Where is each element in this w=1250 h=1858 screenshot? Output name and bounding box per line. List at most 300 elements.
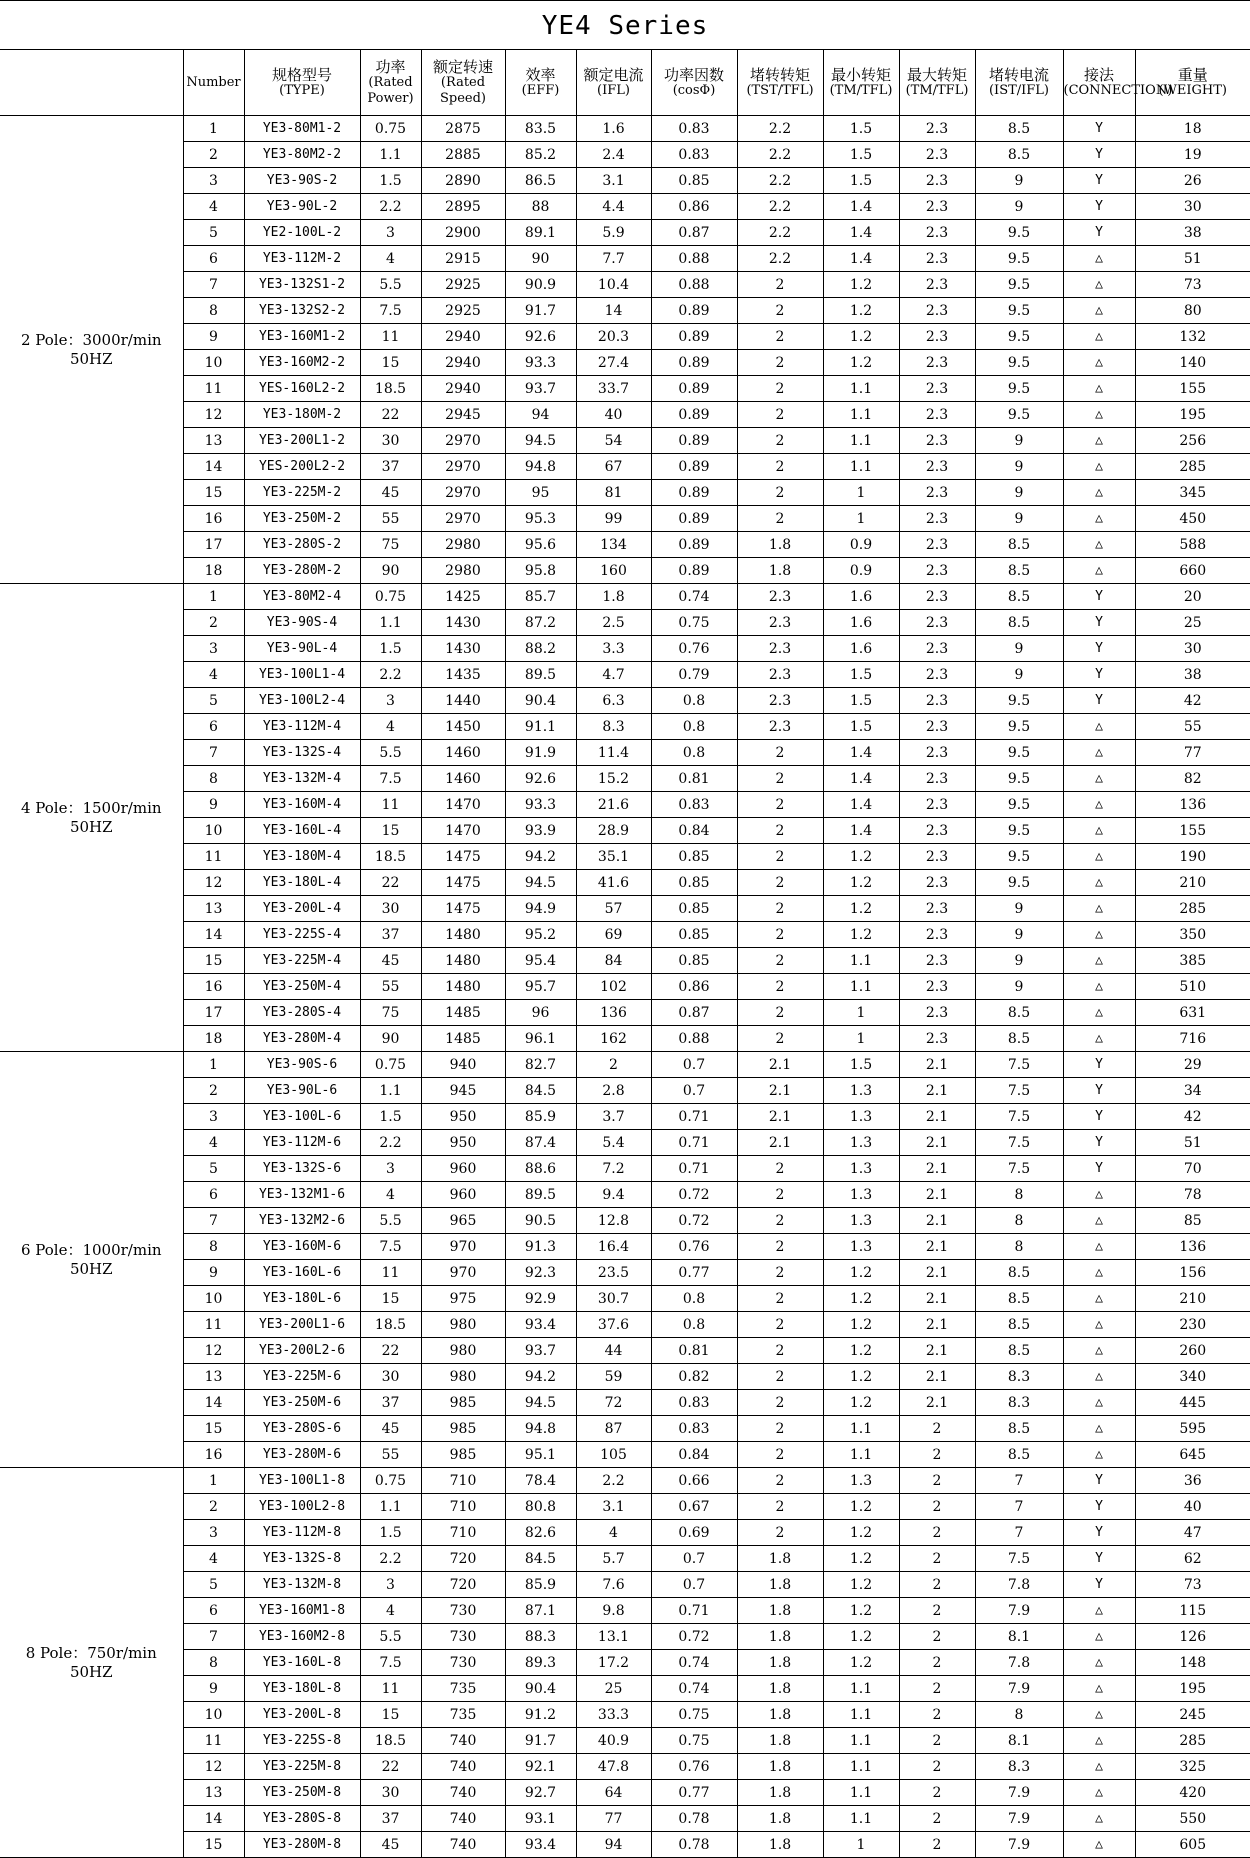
- table-cell: 6: [183, 714, 244, 740]
- table-cell: 4: [183, 1546, 244, 1572]
- table-cell: 4.7: [576, 662, 651, 688]
- table-cell: 9: [975, 194, 1063, 220]
- table-cell: △: [1063, 1598, 1135, 1624]
- column-header-3: [360, 50, 421, 116]
- table-cell: 2.3: [899, 636, 975, 662]
- table-cell: 94.5: [505, 1390, 576, 1416]
- table-cell: 55: [360, 506, 421, 532]
- table-cell: 7.5: [975, 1546, 1063, 1572]
- table-cell: △: [1063, 948, 1135, 974]
- table-cell: 2.3: [899, 194, 975, 220]
- table-cell: 1.1: [823, 1702, 899, 1728]
- table-cell: 102: [576, 974, 651, 1000]
- table-row: [0, 792, 1250, 818]
- table-cell: 2: [899, 1806, 975, 1832]
- table-cell: 2.2: [737, 194, 823, 220]
- table-cell: 15: [360, 350, 421, 376]
- table-cell: 45: [360, 1416, 421, 1442]
- table-cell: 16: [183, 1442, 244, 1468]
- table-cell: 660: [1135, 558, 1250, 584]
- table-cell: 190: [1135, 844, 1250, 870]
- table-cell: 2.3: [899, 688, 975, 714]
- table-cell: 645: [1135, 1442, 1250, 1468]
- table-cell: 0.89: [651, 532, 737, 558]
- table-cell: 1.2: [823, 1260, 899, 1286]
- table-cell: 45: [360, 948, 421, 974]
- table-cell: YE3-200L1-2: [244, 428, 360, 454]
- table-cell: 6: [183, 1182, 244, 1208]
- table-cell: △: [1063, 298, 1135, 324]
- table-cell: YES-200L2-2: [244, 454, 360, 480]
- table-cell: 945: [421, 1078, 505, 1104]
- table-cell: 2.3: [737, 610, 823, 636]
- table-cell: 2: [737, 1156, 823, 1182]
- table-cell: 18.5: [360, 1312, 421, 1338]
- table-cell: 950: [421, 1130, 505, 1156]
- pole-group-label: 4 Pole：1500r/min 50HZ: [0, 584, 183, 1052]
- table-cell: 93.4: [505, 1832, 576, 1858]
- table-cell: 0.89: [651, 428, 737, 454]
- table-cell: 7.9: [975, 1806, 1063, 1832]
- table-cell: 15: [360, 1702, 421, 1728]
- table-cell: 2: [899, 1702, 975, 1728]
- table-cell: 2: [737, 974, 823, 1000]
- table-cell: 2.3: [899, 168, 975, 194]
- table-cell: △: [1063, 1338, 1135, 1364]
- table-cell: 2: [737, 870, 823, 896]
- column-header-cn: 最小转矩: [824, 67, 899, 83]
- table-cell: 26: [1135, 168, 1250, 194]
- table-cell: △: [1063, 818, 1135, 844]
- table-cell: 55: [1135, 714, 1250, 740]
- table-cell: 4: [360, 1182, 421, 1208]
- table-cell: 0.83: [651, 1390, 737, 1416]
- table-cell: △: [1063, 740, 1135, 766]
- table-cell: 1440: [421, 688, 505, 714]
- column-header-1: [183, 50, 244, 116]
- table-cell: △: [1063, 922, 1135, 948]
- table-cell: 1.2: [823, 1546, 899, 1572]
- table-cell: 1480: [421, 974, 505, 1000]
- table-cell: 8.5: [975, 1286, 1063, 1312]
- table-cell: 2.3: [899, 584, 975, 610]
- table-cell: 2: [737, 1468, 823, 1494]
- table-cell: 550: [1135, 1806, 1250, 1832]
- table-cell: YE3-100L1-8: [244, 1468, 360, 1494]
- table-cell: 95.4: [505, 948, 576, 974]
- table-cell: 45: [360, 480, 421, 506]
- table-cell: 2: [737, 844, 823, 870]
- table-cell: 2.1: [737, 1104, 823, 1130]
- table-cell: 2.3: [899, 610, 975, 636]
- table-cell: 37: [360, 1806, 421, 1832]
- table-cell: 9: [975, 428, 1063, 454]
- table-cell: YE3-225M-6: [244, 1364, 360, 1390]
- column-header-en: (CONNECTION): [1064, 83, 1135, 99]
- table-cell: 13: [183, 1780, 244, 1806]
- table-cell: 12: [183, 1754, 244, 1780]
- table-cell: 89.5: [505, 1182, 576, 1208]
- column-header-en: (TM/TFL): [900, 83, 975, 99]
- table-cell: YE3-132S1-2: [244, 272, 360, 298]
- table-cell: 93.4: [505, 1312, 576, 1338]
- table-cell: 89.5: [505, 662, 576, 688]
- table-cell: 0.88: [651, 272, 737, 298]
- table-row: [0, 818, 1250, 844]
- table-cell: 4: [183, 194, 244, 220]
- table-cell: 90.9: [505, 272, 576, 298]
- table-cell: 2: [183, 610, 244, 636]
- table-cell: 2: [899, 1754, 975, 1780]
- table-cell: 7.9: [975, 1780, 1063, 1806]
- column-header-cn: 额定转速: [422, 59, 505, 75]
- table-cell: YE3-100L2-8: [244, 1494, 360, 1520]
- table-cell: 7.5: [360, 1234, 421, 1260]
- table-row: [0, 1364, 1250, 1390]
- table-cell: 7.8: [975, 1650, 1063, 1676]
- table-cell: 0.82: [651, 1364, 737, 1390]
- table-cell: 735: [421, 1676, 505, 1702]
- table-cell: △: [1063, 1416, 1135, 1442]
- table-cell: 2.3: [899, 480, 975, 506]
- table-cell: 95.3: [505, 506, 576, 532]
- table-row: [0, 1416, 1250, 1442]
- table-cell: 5: [183, 688, 244, 714]
- table-cell: 2.2: [737, 142, 823, 168]
- table-cell: 2.8: [576, 1078, 651, 1104]
- table-cell: YE3-112M-8: [244, 1520, 360, 1546]
- table-cell: 2.1: [899, 1260, 975, 1286]
- table-cell: 0.7: [651, 1546, 737, 1572]
- table-cell: 9: [975, 168, 1063, 194]
- table-cell: YE3-225S-4: [244, 922, 360, 948]
- table-cell: YE3-200L-8: [244, 1702, 360, 1728]
- table-cell: 62: [1135, 1546, 1250, 1572]
- table-cell: 2.3: [737, 584, 823, 610]
- table-cell: 30.7: [576, 1286, 651, 1312]
- table-cell: 7.9: [975, 1676, 1063, 1702]
- table-cell: 2: [737, 896, 823, 922]
- table-cell: 1480: [421, 948, 505, 974]
- table-cell: 14: [183, 922, 244, 948]
- table-cell: 90.4: [505, 1676, 576, 1702]
- table-cell: 10: [183, 1286, 244, 1312]
- table-cell: 2: [737, 1286, 823, 1312]
- table-cell: 95.1: [505, 1442, 576, 1468]
- table-cell: 4: [183, 1130, 244, 1156]
- table-cell: 1: [183, 584, 244, 610]
- table-cell: 2: [737, 1364, 823, 1390]
- table-cell: 2.3: [899, 766, 975, 792]
- table-cell: 55: [360, 974, 421, 1000]
- table-cell: 2: [183, 142, 244, 168]
- table-cell: △: [1063, 1000, 1135, 1026]
- table-cell: 2: [737, 350, 823, 376]
- table-cell: 0.88: [651, 1026, 737, 1052]
- table-cell: 0.75: [651, 610, 737, 636]
- table-cell: 27.4: [576, 350, 651, 376]
- table-cell: 89.3: [505, 1650, 576, 1676]
- table-row: [0, 584, 1250, 610]
- table-cell: 2: [737, 428, 823, 454]
- table-cell: 2925: [421, 298, 505, 324]
- table-cell: 16: [183, 974, 244, 1000]
- table-cell: YE3-200L-4: [244, 896, 360, 922]
- table-cell: △: [1063, 350, 1135, 376]
- table-cell: 8.5: [975, 584, 1063, 610]
- table-cell: 2: [737, 1494, 823, 1520]
- table-cell: YE3-80M2-2: [244, 142, 360, 168]
- table-cell: 90.5: [505, 1208, 576, 1234]
- table-cell: 1.2: [823, 1598, 899, 1624]
- table-cell: 0.71: [651, 1130, 737, 1156]
- table-cell: YE3-90L-4: [244, 636, 360, 662]
- table-cell: 55: [360, 1442, 421, 1468]
- table-cell: 2: [899, 1494, 975, 1520]
- table-cell: 450: [1135, 506, 1250, 532]
- table-cell: 1.2: [823, 922, 899, 948]
- table-cell: 19: [1135, 142, 1250, 168]
- table-cell: 2: [737, 272, 823, 298]
- table-cell: 37: [360, 1390, 421, 1416]
- table-cell: △: [1063, 1832, 1135, 1858]
- table-cell: 14: [183, 454, 244, 480]
- table-cell: 1.5: [360, 168, 421, 194]
- table-cell: YE3-160L-8: [244, 1650, 360, 1676]
- table-cell: 92.6: [505, 766, 576, 792]
- table-cell: YE3-132M1-6: [244, 1182, 360, 1208]
- table-cell: 15: [183, 1416, 244, 1442]
- table-cell: △: [1063, 558, 1135, 584]
- table-cell: 10: [183, 350, 244, 376]
- table-cell: 0.72: [651, 1208, 737, 1234]
- table-cell: 1460: [421, 740, 505, 766]
- table-cell: 2: [737, 1520, 823, 1546]
- table-cell: 605: [1135, 1832, 1250, 1858]
- table-row: [0, 1000, 1250, 1026]
- table-cell: 1.2: [823, 1520, 899, 1546]
- table-cell: 2895: [421, 194, 505, 220]
- table-cell: 1.2: [823, 1390, 899, 1416]
- table-cell: 9: [183, 324, 244, 350]
- table-cell: 1470: [421, 792, 505, 818]
- table-cell: 0.85: [651, 870, 737, 896]
- table-row: [0, 1780, 1250, 1806]
- table-cell: 12: [183, 1338, 244, 1364]
- table-cell: 8.5: [975, 558, 1063, 584]
- table-cell: 136: [1135, 792, 1250, 818]
- table-cell: 2.1: [899, 1390, 975, 1416]
- table-cell: 2: [737, 1260, 823, 1286]
- table-row: [0, 922, 1250, 948]
- table-row: [0, 1052, 1250, 1078]
- table-cell: 2: [899, 1832, 975, 1858]
- table-cell: 0.89: [651, 558, 737, 584]
- table-cell: 2: [737, 454, 823, 480]
- table-cell: 1.2: [823, 1286, 899, 1312]
- table-cell: Y: [1063, 168, 1135, 194]
- table-cell: 7: [183, 1624, 244, 1650]
- table-cell: 285: [1135, 1728, 1250, 1754]
- table-cell: 9.4: [576, 1182, 651, 1208]
- table-row: [0, 1312, 1250, 1338]
- table-cell: YE3-80M2-4: [244, 584, 360, 610]
- table-cell: 2: [737, 1416, 823, 1442]
- table-cell: 1430: [421, 610, 505, 636]
- table-cell: 1: [823, 506, 899, 532]
- table-cell: Y: [1063, 1052, 1135, 1078]
- table-cell: 86.5: [505, 168, 576, 194]
- table-cell: 1.5: [823, 688, 899, 714]
- table-cell: 1.4: [823, 792, 899, 818]
- table-cell: 1.3: [823, 1234, 899, 1260]
- table-cell: 90.4: [505, 688, 576, 714]
- table-cell: 1475: [421, 870, 505, 896]
- table-cell: 340: [1135, 1364, 1250, 1390]
- table-cell: 3: [360, 220, 421, 246]
- table-cell: 2.1: [899, 1130, 975, 1156]
- table-cell: 77: [576, 1806, 651, 1832]
- table-cell: △: [1063, 1390, 1135, 1416]
- table-cell: 2885: [421, 142, 505, 168]
- table-cell: 18: [183, 1026, 244, 1052]
- table-cell: 91.1: [505, 714, 576, 740]
- table-cell: 5: [183, 1156, 244, 1182]
- table-cell: 1.1: [823, 402, 899, 428]
- table-cell: 136: [576, 1000, 651, 1026]
- table-cell: 80.8: [505, 1494, 576, 1520]
- table-cell: 0.78: [651, 1806, 737, 1832]
- table-cell: 2980: [421, 558, 505, 584]
- table-cell: 2915: [421, 246, 505, 272]
- table-cell: 37.6: [576, 1312, 651, 1338]
- table-cell: 0.75: [651, 1702, 737, 1728]
- table-cell: 33.3: [576, 1702, 651, 1728]
- table-cell: 2.3: [899, 376, 975, 402]
- table-cell: 1.5: [360, 1104, 421, 1130]
- table-cell: 2.1: [899, 1286, 975, 1312]
- table-cell: 0.83: [651, 116, 737, 142]
- table-cell: 45: [360, 1832, 421, 1858]
- table-cell: 105: [576, 1442, 651, 1468]
- column-header-cn: 功率因数: [652, 67, 737, 83]
- table-row: [0, 246, 1250, 272]
- table-cell: 1.3: [823, 1130, 899, 1156]
- table-cell: △: [1063, 1442, 1135, 1468]
- table-cell: 3: [360, 688, 421, 714]
- table-cell: 1.4: [823, 740, 899, 766]
- table-cell: 1.8: [737, 1780, 823, 1806]
- table-cell: 0.8: [651, 714, 737, 740]
- table-cell: YE3-90L-6: [244, 1078, 360, 1104]
- table-cell: 1.1: [823, 1676, 899, 1702]
- table-cell: 14: [183, 1806, 244, 1832]
- table-cell: Y: [1063, 1546, 1135, 1572]
- table-cell: 2900: [421, 220, 505, 246]
- table-cell: 22: [360, 402, 421, 428]
- table-row: [0, 1338, 1250, 1364]
- table-cell: 2: [737, 766, 823, 792]
- table-cell: 156: [1135, 1260, 1250, 1286]
- table-cell: 0.85: [651, 922, 737, 948]
- table-cell: 2.3: [899, 506, 975, 532]
- table-cell: 91.2: [505, 1702, 576, 1728]
- table-cell: 96: [505, 1000, 576, 1026]
- table-cell: 1.2: [823, 870, 899, 896]
- table-cell: 40.9: [576, 1728, 651, 1754]
- table-cell: 1.3: [823, 1078, 899, 1104]
- table-row: [0, 1650, 1250, 1676]
- table-cell: 8.5: [975, 116, 1063, 142]
- table-cell: 94.5: [505, 428, 576, 454]
- table-cell: 2.3: [899, 220, 975, 246]
- table-row: [0, 610, 1250, 636]
- table-cell: 960: [421, 1182, 505, 1208]
- table-cell: 1.8: [737, 1832, 823, 1858]
- table-cell: 510: [1135, 974, 1250, 1000]
- table-cell: 2.3: [899, 298, 975, 324]
- table-cell: YE3-132M-4: [244, 766, 360, 792]
- table-cell: 51: [1135, 246, 1250, 272]
- table-cell: 0.66: [651, 1468, 737, 1494]
- table-cell: 9.5: [975, 220, 1063, 246]
- table-cell: 710: [421, 1494, 505, 1520]
- table-cell: 0.75: [360, 116, 421, 142]
- table-cell: YE3-80M1-2: [244, 116, 360, 142]
- table-cell: 2.3: [899, 246, 975, 272]
- table-cell: 1.2: [823, 350, 899, 376]
- table-cell: 730: [421, 1598, 505, 1624]
- table-cell: 735: [421, 1702, 505, 1728]
- table-cell: 85.9: [505, 1572, 576, 1598]
- table-cell: 285: [1135, 896, 1250, 922]
- table-cell: 9: [183, 1260, 244, 1286]
- table-cell: 93.9: [505, 818, 576, 844]
- column-header-cn: 接法: [1064, 67, 1135, 83]
- table-cell: 2: [737, 324, 823, 350]
- table-cell: 25: [576, 1676, 651, 1702]
- table-cell: 7.5: [975, 1078, 1063, 1104]
- table-cell: 2: [899, 1468, 975, 1494]
- table-header: [0, 50, 1250, 116]
- table-cell: △: [1063, 714, 1135, 740]
- column-header-cn: 堵转转矩: [738, 67, 823, 83]
- table-cell: 2.3: [899, 116, 975, 142]
- table-cell: 195: [1135, 1676, 1250, 1702]
- table-cell: 256: [1135, 428, 1250, 454]
- table-cell: 18: [183, 558, 244, 584]
- table-cell: 8.5: [975, 142, 1063, 168]
- table-cell: 11: [183, 844, 244, 870]
- table-cell: 0.84: [651, 818, 737, 844]
- table-cell: 9: [975, 948, 1063, 974]
- table-cell: YE3-112M-6: [244, 1130, 360, 1156]
- table-cell: 95.2: [505, 922, 576, 948]
- table-row: [0, 272, 1250, 298]
- table-cell: 8.3: [576, 714, 651, 740]
- table-cell: 2.3: [899, 870, 975, 896]
- table-cell: 28.9: [576, 818, 651, 844]
- table-cell: 75: [360, 532, 421, 558]
- table-cell: 1.8: [737, 1650, 823, 1676]
- table-cell: 985: [421, 1416, 505, 1442]
- table-cell: YE3-100L1-4: [244, 662, 360, 688]
- table-cell: 1.2: [823, 1338, 899, 1364]
- table-cell: 1.8: [737, 1546, 823, 1572]
- table-cell: 8: [975, 1182, 1063, 1208]
- table-cell: 92.3: [505, 1260, 576, 1286]
- column-header-10: [899, 50, 975, 116]
